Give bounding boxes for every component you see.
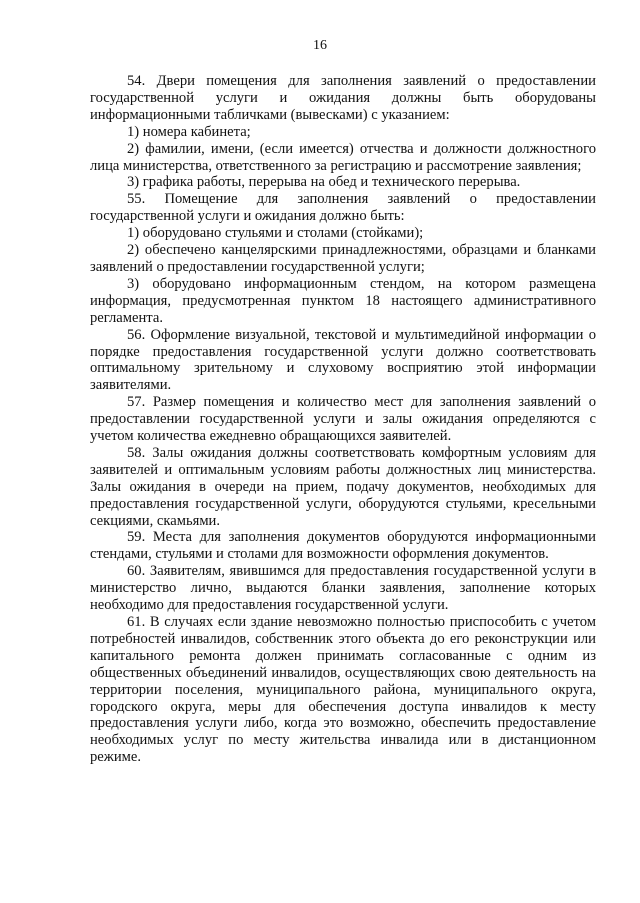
document-body [90, 73, 596, 766]
paragraph-57: 57. Размер помещения и количество мест для заполнения заявлений о предоставлении государственной услуги и залы ожидания определяются с учетом количества ежедневно обращающихся заявителей. [90, 394, 596, 445]
list-item-54-3: 3) графика работы, перерыва на обед и технического перерыва. [127, 174, 521, 191]
paragraph-56: 56. Оформление визуальной, текстовой и мультимедийной информации о порядке предоставления государственной услуги должно соответствовать оптимальному зрительному и слуховому восприятию этой информации заявителями. [90, 326, 596, 394]
paragraph-61: 61. В случаях если здание невозможно полностью приспособить с учетом потребностей инвалидов, собственник этого объекта до его реконструкции или капитального ремонта должен принимать согласованные с одним из общественных объединений инвалидов, осуществляющих свою деятельность на территории поселения, муниципального района, муниципального округа, городского округа, меры для обеспечения доступа инвалидов к месту предоставления услуги либо, когда это возможно, обеспечить предоставление необходимых услуг по месту жительства инвалида или в дистанционном режиме. [90, 614, 596, 766]
paragraph-60: 60. Заявителям, явившимся для предоставления государственной услуги в министерство лично, выдаются бланки заявления, заполнение которых необходимо для предоставления государственной услуги. [90, 563, 596, 614]
paragraph-55: 55. Помещение для заполнения заявлений о предоставлении государственной услуги и ожидания должно быть: [90, 191, 596, 225]
list-item-54-2: 2) фамилии, имени, (если имеется) отчества и должности должностного лица министерства, ответственного за регистрацию и рассмотрение заявления; [90, 140, 596, 174]
paragraph-54: 54. Двери помещения для заполнения заявлений о предоставлении государственной услуги и ожидания должны быть оборудованы информационными табличками (вывесками) с указанием: [90, 73, 596, 123]
paragraph-59: 59. Места для заполнения документов оборудуются информационными стендами, стульями и столами для возможности оформления документов. [90, 529, 596, 563]
list-item-54-1: 1) номера кабинета; [127, 123, 251, 140]
list-item-55-2: 2) обеспечено канцелярскими принадлежностями, образцами и бланками заявлений о предоставлении государственной услуги; [90, 242, 596, 275]
list-item-55-3: 3) оборудовано информационным стендом, на котором размещена информация, предусмотренная пунктом 18 настоящего административного регламента. [90, 275, 596, 326]
page-number: 16 [313, 38, 327, 53]
list-item-55-1: 1) оборудовано стульями и столами (стойками); [127, 225, 424, 242]
paragraph-58: 58. Залы ожидания должны соответствовать комфортным условиям для заявителей и оптимальным условиям работы должностных лиц министерства. Залы ожидания в очереди на прием, подачу документов, необходимых для предоставления государственной услуги, оборудуются стульями, кресельными секциями, скамьями. [90, 444, 596, 529]
